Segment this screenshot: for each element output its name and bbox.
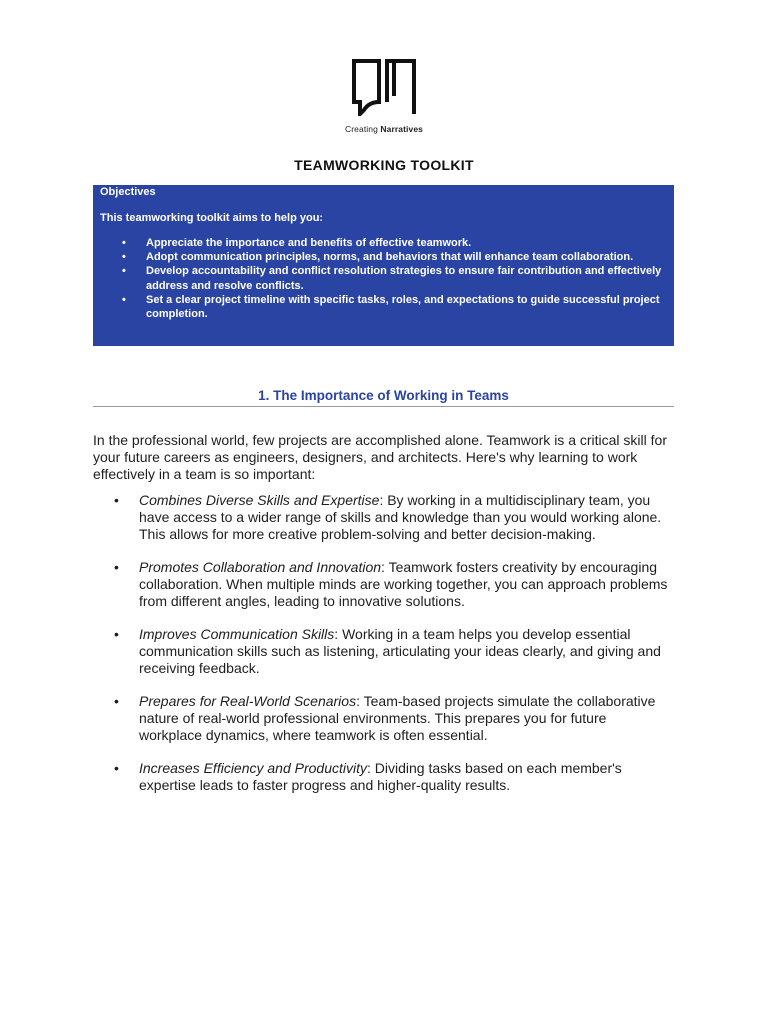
bullet-icon: • (114, 559, 119, 575)
point-term: Improves Communication Skills (139, 626, 335, 642)
objectives-box (93, 185, 674, 346)
benefits-list (93, 492, 673, 810)
objectives-heading: Objectives (100, 186, 156, 198)
objectives-intro: This teamworking toolkit aims to help you: (100, 212, 324, 224)
bullet-icon: • (122, 251, 126, 264)
point-text: : Working in a team helps you develop essential communication skills such as listening, articulating your ideas clearly, and giving and receiving feedback. (139, 626, 661, 676)
objective-text: Set a clear project timeline with specific tasks, roles, and expectations to guide successful project completion. (146, 293, 660, 321)
bullet-icon: • (122, 293, 126, 306)
logo (335, 58, 433, 134)
logo-name-light: Creating (345, 124, 378, 134)
objectives-list (100, 236, 666, 321)
section-heading: 1. The Importance of Working in Teams (258, 388, 509, 403)
open-book-logo-icon (351, 58, 417, 116)
list-item (93, 693, 673, 744)
point-text: : Dividing tasks based on each member's expertise leads to faster progress and higher-quality results. (139, 760, 622, 793)
objective-text: Adopt communication principles, norms, and behaviors that will enhance team collaboration. (146, 251, 634, 264)
bullet-icon: • (114, 693, 119, 709)
list-item (93, 559, 673, 610)
section-intro: In the professional world, few projects are accomplished alone. Teamwork is a critical skill for your future careers as engineers, designers, and architects. Here's why learning to work effectively in a team is so important: (93, 432, 667, 482)
document-title: TEAMWORKING TOOLKIT (294, 157, 474, 173)
objective-item (100, 293, 666, 321)
list-item (93, 492, 673, 543)
logo-name-bold: Narratives (380, 124, 423, 134)
bullet-icon: • (122, 265, 126, 278)
bullet-icon: • (114, 626, 119, 642)
objective-text: Develop accountability and conflict resolution strategies to ensure fair contribution and effectively address and resolve conflicts. (146, 265, 662, 292)
logo-wordmark (335, 124, 433, 134)
point-term: Combines Diverse Skills and Expertise (139, 492, 380, 508)
point-text: : Teamwork fosters creativity by encouraging collaboration. When multiple minds are working together, you can approach problems from different angles, leading to innovative solutions. (139, 559, 668, 609)
objective-item (100, 236, 666, 250)
point-term: Increases Efficiency and Productivity (139, 760, 367, 776)
point-term: Promotes Collaboration and Innovation (139, 559, 382, 575)
list-item (93, 626, 673, 677)
point-text: : By working in a multidisciplinary team, you have access to a wider range of skills and knowledge than you would working alone. This allows for more creative problem-solving and better decision-making. (139, 492, 662, 542)
bullet-icon: • (122, 237, 126, 249)
objective-item (100, 250, 666, 264)
section-divider (93, 406, 674, 407)
point-term: Prepares for Real-World Scenarios (139, 693, 357, 709)
objective-text: Appreciate the importance and benefits of effective teamwork. (146, 237, 472, 249)
objective-item (100, 264, 666, 292)
list-item (93, 760, 673, 794)
point-text: : Team-based projects simulate the collaborative nature of real-world professional environments. This prepares you for future workplace dynamics, where teamwork is often essential. (139, 693, 656, 743)
bullet-icon: • (114, 492, 119, 508)
bullet-icon: • (114, 760, 119, 776)
